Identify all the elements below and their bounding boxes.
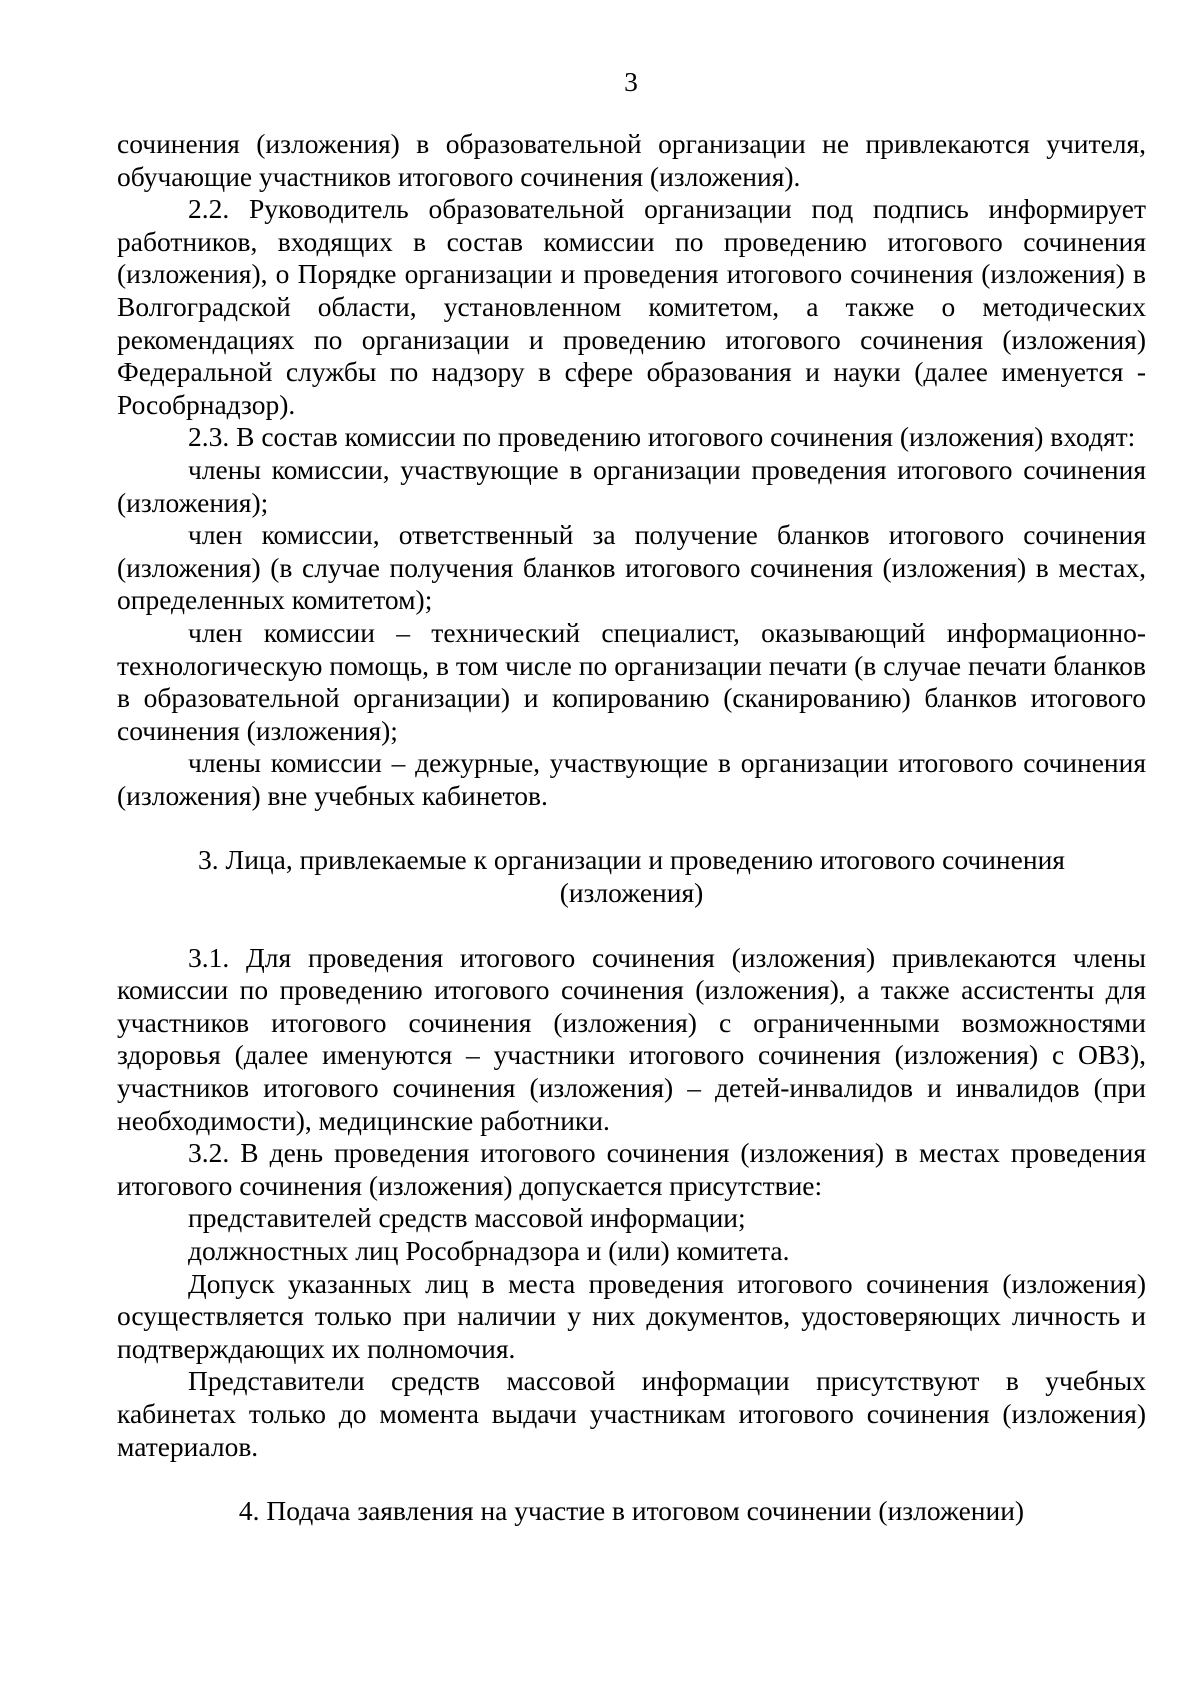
paragraph-3-2: 3.2. В день проведения итогового сочинения (изложения) в местах проведения итогового сочинения (изложения) допускается присутствие: [117,1137,1146,1201]
paragraph-3-1: 3.1. Для проведения итогового сочинения (изложения) привлекаются члены комиссии по проведению итогового сочинения (изложения), а также ассистенты для участников итогового сочинения (изложения) с ограниченными возможностями здоровья (далее именуются – участники итогового сочинения (изложения) с ОВЗ), участников итогового сочинения (изложения) – детей-инвалидов и инвалидов (при необходимости), медицинские работники. [117,941,1146,1136]
list-item-duty-members: члены комиссии – дежурные, участвующие в организации итогового сочинения (изложения) вне учебных кабинетов. [117,747,1146,811]
paragraph-continuation: сочинения (изложения) в образовательной организации не привлекаются учителя, обучающие участников итогового сочинения (изложения). [117,128,1146,192]
paragraph-2-3: 2.3. В состав комиссии по проведению итогового сочинения (изложения) входят: [188,421,1136,453]
list-item-blanks-responsible: член комиссии, ответственный за получение бланков итогового сочинения (изложения) (в случае получения бланков итогового сочинения (изложения) в местах, определенных комитетом); [117,519,1146,616]
paragraph-2-2: 2.2. Руководитель образовательной организации под подпись информирует работников, входящих в состав комиссии по проведению итогового сочинения (изложения), о Порядке организации и проведения итогового сочинения (изложения) в Волгоградской области, установленном комитетом, а также о методических рекомендациях по организации и проведению итогового сочинения (изложения) Федеральной службы по надзору в сфере образования и науки (далее именуется - Рособрнадзор). [117,193,1146,420]
document-body [117,128,1146,1528]
list-item-media: представителей средств массовой информации; [188,1202,746,1234]
list-item-officials: должностных лиц Рособрнадзора и (или) комитета. [188,1235,790,1266]
list-item-technical-specialist: член комиссии – технический специалист, оказывающий информационно-технологическую помощь, в том числе по организации печати (в случае печати бланков в образовательной организации) и копированию (сканированию) бланков итогового сочинения (изложения); [117,616,1146,746]
paragraph-media-presence: Представители средств массовой информации присутствуют в учебных кабинетах только до момента выдачи участникам итогового сочинения (изложения) материалов. [117,1365,1146,1462]
paragraph-admission: Допуск указанных лиц в места проведения итогового сочинения (изложения) осуществляется только при наличии у них документов, удостоверяющих личность и подтверждающих их полномочия. [117,1267,1146,1364]
section-heading-4: 4. Подача заявления на участие в итоговом сочинении (изложении) [238,1495,1025,1527]
section-heading-3: 3. Лица, привлекаемые к организации и проведению итогового сочинения (изложения) [198,844,1065,909]
list-item-commission-members: члены комиссии, участвующие в организации проведения итогового сочинения (изложения); [117,453,1146,518]
page-number: 3 [624,66,638,97]
